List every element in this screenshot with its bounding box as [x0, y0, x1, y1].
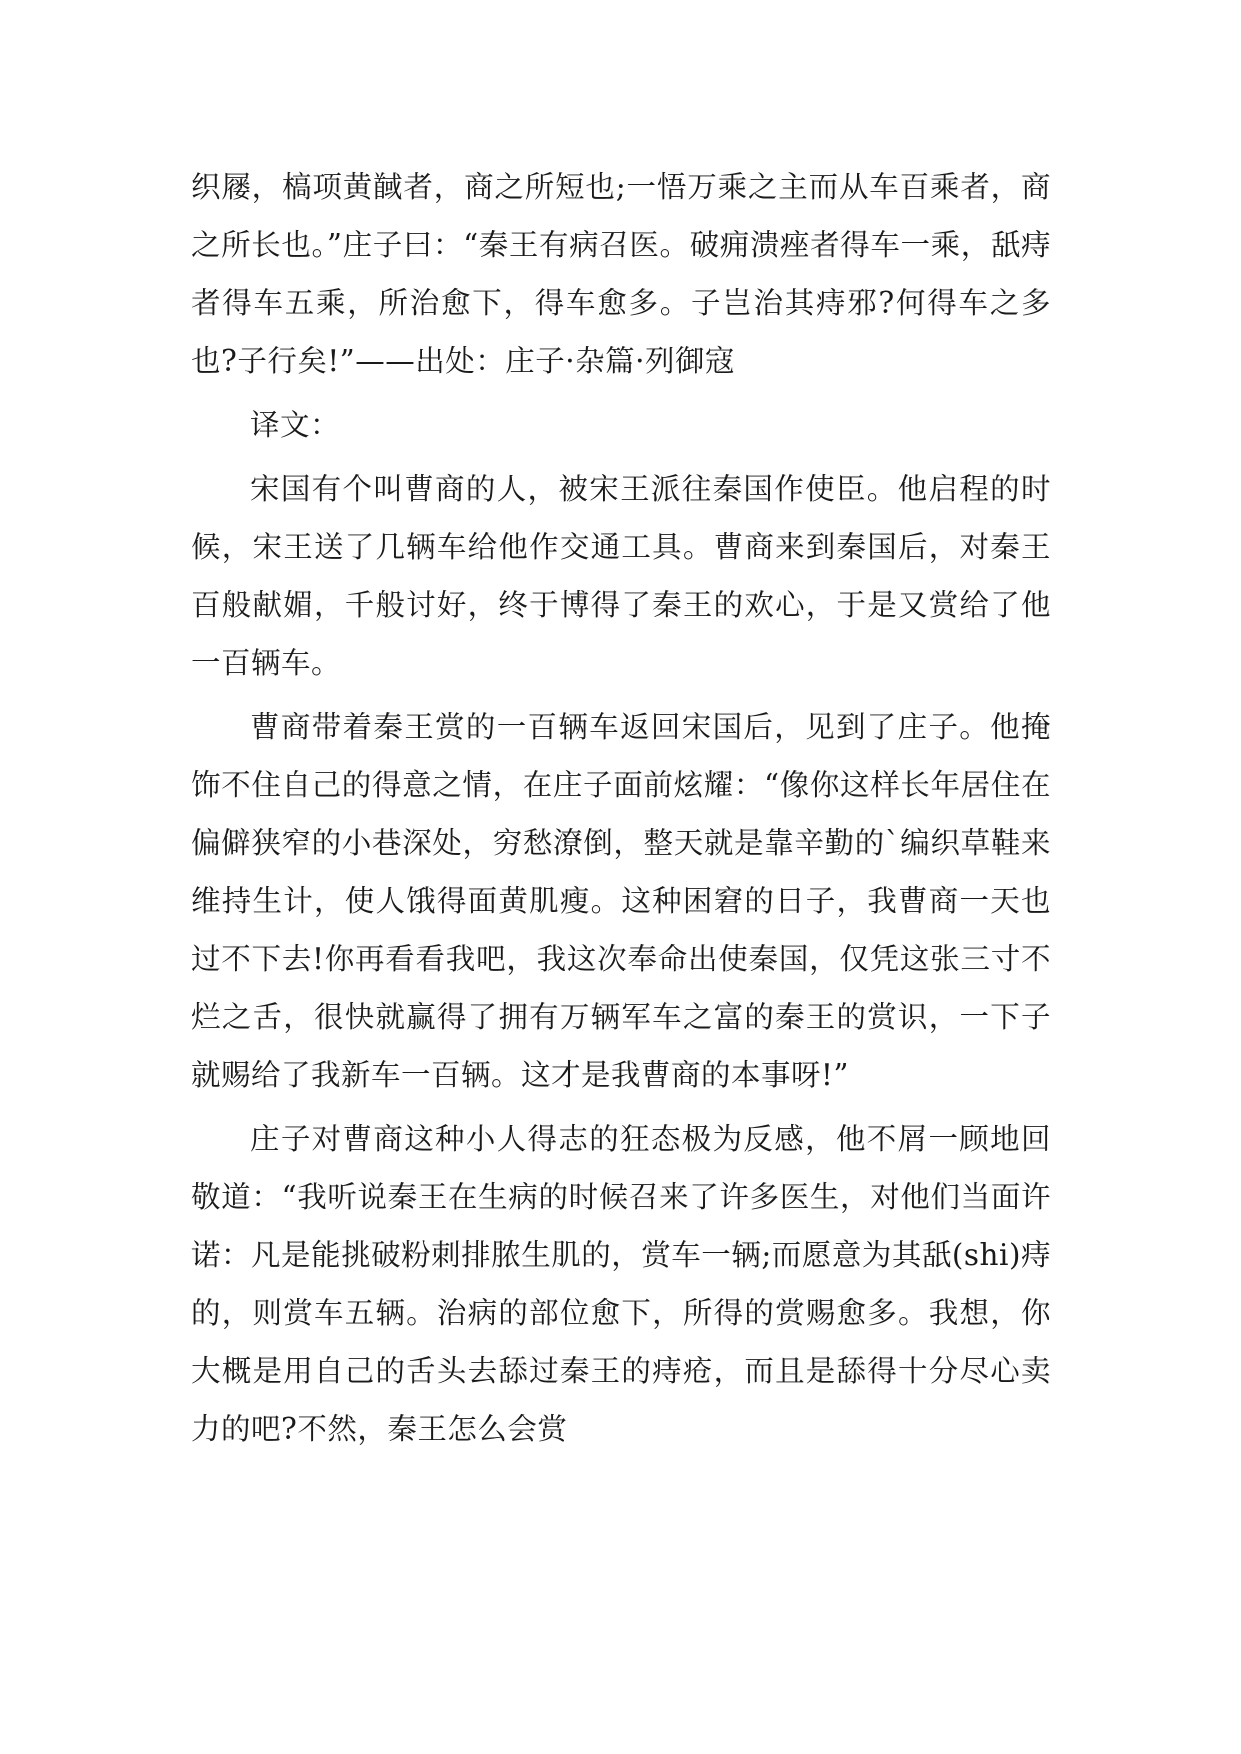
paragraph-translation-1: 宋国有个叫曹商的人，被宋王派往秦国作使臣。他启程的时候，宋王送了几辆车给他作交通工具。曹商来到秦国后，对秦王百般献媚，千般讨好，终于博得了秦王的欢心，于是又赏给了他一百辆车。 — [191, 472, 1051, 680]
paragraph-translation-2: 曹商带着秦王赏的一百辆车返回宋国后，见到了庄子。他掩饰不住自己的得意之情，在庄子面前炫耀：“像你这样长年居住在偏僻狭窄的小巷深处，穷愁潦倒，整天就是靠辛勤的`编织草鞋来维持生计，使人饿得面黄肌瘦。这种困窘的日子，我曹商一天也过不下去!你再看看我吧，我这次奉命出使秦国，仅凭这张三寸不烂之舌，很快就赢得了拥有万辆军车之富的秦王的赏识，一下子就赐给了我新车一百辆。这才是我曹商的本事呀!” — [191, 710, 1051, 1092]
paragraph-original-text-continued: 织屦，槁项黄馘者，商之所短也;一悟万乘之主而从车百乘者，商之所长也。”庄子曰：“秦王有病召医。破痈溃痤者得车一乘，舐痔者得车五乘，所治愈下，得车愈多。子岂治其痔邪?何得车之多也?子行矣!”——出处：庄子·杂篇·列御寇 — [191, 170, 1051, 378]
document-body — [191, 158, 1051, 1464]
translation-heading: 译文： — [250, 408, 341, 442]
paragraph-translation-3: 庄子对曹商这种小人得志的狂态极为反感，他不屑一顾地回敬道：“我听说秦王在生病的时候召来了许多医生，对他们当面许诺：凡是能挑破粉刺排脓生肌的，赏车一辆;而愿意为其舐(shi)痔的，则赏车五辆。治病的部位愈下，所得的赏赐愈多。我想，你大概是用自己的舌头去舔过秦王的痔疮，而且是舔得十分尽心卖力的吧?不然，秦王怎么会赏 — [191, 1122, 1051, 1446]
